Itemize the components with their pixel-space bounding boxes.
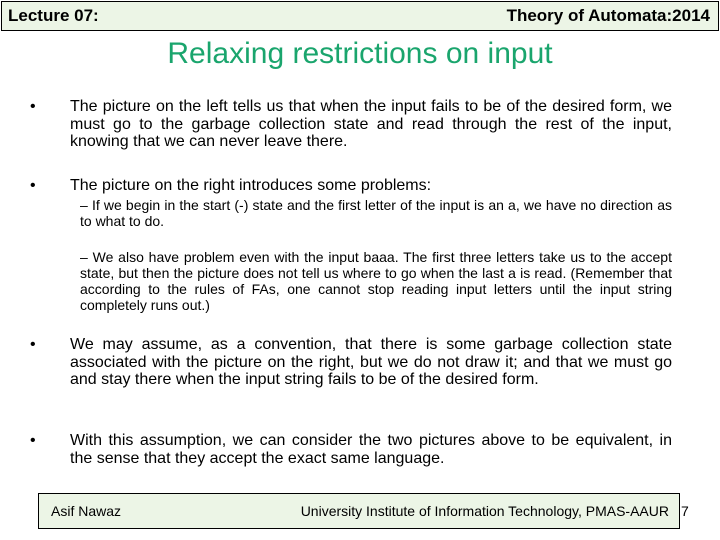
bullet-text: The picture on the left tells us that when the input fails to be of the desired form, we must go to the garbage collection state and read through the rest of the input, knowing that we can never leave there.	[70, 98, 672, 150]
slide-header	[1, 1, 719, 31]
sub-symbol: –	[80, 249, 88, 265]
slide-title: Relaxing restrictions on input	[167, 37, 553, 70]
sub-symbol: –	[80, 197, 88, 213]
bullet-text: With this assumption, we can consider the two pictures above to be equivalent, in the sense that they accept the exact same language.	[70, 432, 672, 467]
slide-footer	[38, 493, 680, 529]
page-number: 7	[681, 503, 689, 519]
sub-item	[80, 249, 672, 313]
bullet-symbol: •	[30, 177, 36, 194]
course-label: Theory of Automata:2014	[506, 6, 710, 25]
bullet-text: The picture on the right introduces some problems:	[70, 177, 432, 194]
author-name: Asif Nawaz	[51, 503, 122, 519]
institute-name: University Institute of Information Technology, PMAS-AAUR	[300, 503, 669, 519]
bullet-text: We may assume, as a convention, that there is some garbage collection state associated with the picture on the right, but we do not draw it; and that we must go and stay there when the input string fails to be of the desired form.	[70, 336, 672, 388]
lecture-label: Lecture 07:	[8, 6, 99, 25]
sub-item	[80, 197, 672, 229]
bullet-symbol: •	[30, 432, 36, 449]
bullet-symbol: •	[30, 98, 36, 115]
bullet-symbol: •	[30, 336, 36, 353]
sub-text: We also have problem even with the input baaa. The first three letters take us to the accept state, but then the picture does not tell us where to go when the last a is read. (Remember that according to the rules of FAs, one cannot stop reading input letters until the input string completely runs out.)	[80, 249, 672, 313]
sub-text: If we begin in the start (-) state and the first letter of the input is an a, we have no direction as to what to do.	[80, 197, 672, 229]
